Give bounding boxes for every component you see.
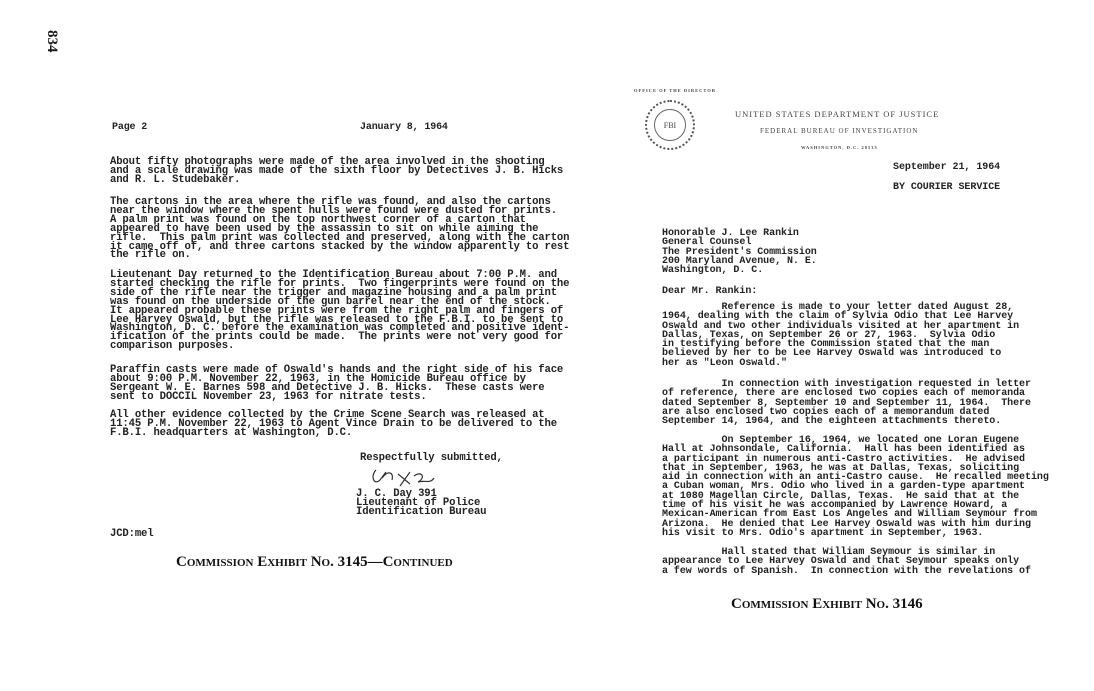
right-paragraph: In connection with investigation requested in letter of reference, there are enclosed two copies each of memoranda dated September 8, September 10 and September 11, 1964. There are also enclosed two copies each of a memorandum dated September 14, 1964, and the eighteen attachments thereto. <box>662 379 1031 428</box>
letter-date: September 21, 1964 <box>893 162 1001 173</box>
delivery-method: BY COURIER SERVICE <box>893 182 1001 193</box>
left-paragraph: The cartons in the area where the rifle was found, and also the cartons near the window where the spent hulls were found were dusted for prints. A palm print was found on the top northwest corner of a carton that appeared to have been used by the assassin to sit on while aiming the rifle. This palm print was collected and preserved, along with the carton it came off of, and three cartons stacked by the window apparently to rest the rifle on. <box>110 196 570 262</box>
letterhead-bureau: FEDERAL BUREAU OF INVESTIGATION <box>760 127 919 135</box>
recipient-address: Honorable J. Lee Rankin General Counsel The President's Commission 200 Maryland Avenue, N. E. Washington, D. C. <box>662 228 817 277</box>
signature-block: J. C. Day 391 Lieutenant of Police Identification Bureau <box>356 488 487 518</box>
left-paragraph: Paraffin casts were made of Oswald's hands and the right side of his face about 9:00 P.M. November 22, 1963, in the Homicide Bureau office by Sergeant W. E. Barnes 598 and Detective J. B. Hicks. These casts were sent to DOCCIL November 23, 1963 for nitrate tests. <box>110 364 564 403</box>
office-of-director: OFFICE OF THE DIRECTOR <box>634 88 717 93</box>
left-header-page: Page 2 <box>112 122 148 133</box>
left-header-date: January 8, 1964 <box>360 122 448 133</box>
exhibit-caption-3146: Commission Exhibit No. 3146 <box>731 596 923 612</box>
closing: Respectfully submitted, <box>360 452 503 464</box>
fbi-seal-center: FBI <box>654 109 686 141</box>
right-paragraph: Hall stated that William Seymour is similar in appearance to Lee Harvey Oswald and that Seymour speaks only a few words of Spanish. In connection with the revelations of <box>662 547 1031 577</box>
right-paragraph: On September 16, 1964, we located one Loran Eugene Hall at Johnsondale, California. Hall has been identified as a participant in numerous anti-Castro activities. He advised that in September, 1963, he was at Dallas, Texas, soliciting aid in connection with an anti-Castro cause. He recalled meeting a Cuban woman, Mrs. Odio who lived in a garden-type apartment at 1080 Magellan Circle, Dallas, Texas. He said that at the time of his visit he was accompanied by Lawrence Howard, a Mexican-American from East Los Angeles and William Seymour from Arizona. He denied that Lee Harvey Oswald was with him during his visit to Mrs. Odio's apartment in September, 1963. <box>662 435 1049 539</box>
letterhead-department: UNITED STATES DEPARTMENT OF JUSTICE <box>735 109 940 119</box>
typist-initials: JCD:mel <box>110 528 154 540</box>
left-paragraph: Lieutenant Day returned to the Identification Bureau about 7:00 P.M. and started checking the rifle for prints. Two fingerprints were found on the side of the rifle near the trigger and magazine housing and a palm print was found on the underside of the gun barrel near the end of the stock. It appeared probable these prints were from the right palm and fingers of Lee Harvey Oswald, but the rifle was released to the F.B.I. to be sent to Washington, D. C. before the examination was completed and positive ident- ification of the prints could be made. The prints were not very good for comparison purposes. <box>110 269 570 353</box>
exhibit-caption-3145: Commission Exhibit No. 3145—Continued <box>176 554 453 570</box>
left-paragraph: All other evidence collected by the Crime Scene Search was released at 11:45 P.M. November 22, 1963 to Agent Vince Drain to be delivered to the F.B.I. headquarters at Washington, D.C. <box>110 409 557 439</box>
page-number: 834 <box>44 30 60 53</box>
salutation: Dear Mr. Rankin: <box>662 286 758 297</box>
fbi-seal <box>645 100 695 150</box>
letterhead-city: WASHINGTON, D.C. 20535 <box>801 145 878 150</box>
right-paragraph: Reference is made to your letter dated August 28, 1964, dealing with the claim of Sylvia Odio that Lee Harvey Oswald and two other individuals visited at her apartment in Dallas, Texas, on September 26 or 27, 1963. Sylvia Odio in testifying before the Commission stated that the man believed by her to be Lee Harvey Oswald was introduced to her as "Leon Oswald." <box>662 302 1020 369</box>
left-paragraph: About fifty photographs were made of the area involved in the shooting and a scale drawing was made of the sixth floor by Detectives J. B. Hicks and R. L. Studebaker. <box>110 156 564 186</box>
